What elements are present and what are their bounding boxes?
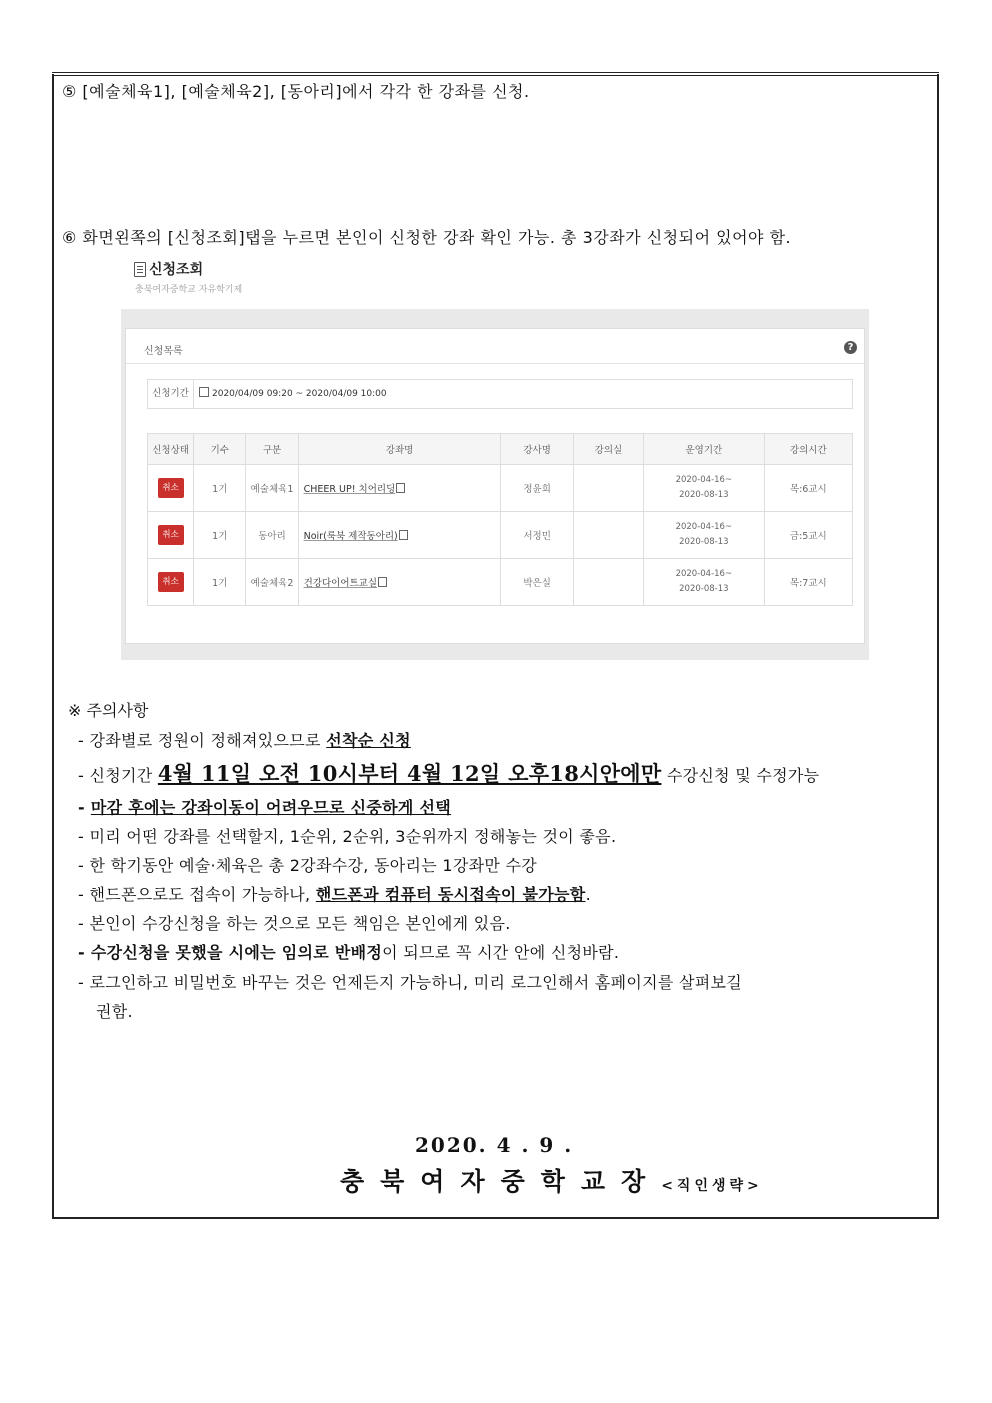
column-header: 강좌명 <box>298 434 501 465</box>
note-8-emphasis: 수강신청을 못했을 시에는 임의로 반배정 <box>90 943 383 962</box>
help-icon[interactable]: ? <box>844 341 857 354</box>
note-8-suffix: 이 되므로 꼭 시간 안에 신청바람. <box>382 943 620 962</box>
status-cell <box>148 512 194 559</box>
category-cell: 동아리 <box>246 512 298 559</box>
step6-text: ⑥ 화면왼쪽의 [신청조회]탭을 누르면 본인이 신청한 강좌 확인 가능. 총 3강좌가 신청되어 있어야 함. <box>62 228 792 247</box>
step5-text: ⑤ [예술체육1], [예술체육2], [동아리]에서 각각 한 강좌를 신청. <box>62 82 530 101</box>
external-link-icon <box>396 483 405 493</box>
term-cell: 1기 <box>194 559 246 606</box>
period-end: 2020-08-13 <box>679 584 729 594</box>
course-link[interactable]: CHEER UP! 치어리딩 <box>303 484 396 495</box>
note-9: - 로그인하고 비밀번호 바꾸는 것은 언제든지 가능하니, 미리 로그인해서 홈페이지를 살펴보길 <box>78 973 743 992</box>
application-list-panel <box>125 328 865 644</box>
note-2 <box>78 758 819 788</box>
column-header: 구분 <box>246 434 298 465</box>
period-end: 2020-08-13 <box>679 537 729 547</box>
note-7: - 본인이 수강신청을 하는 것으로 모든 책임은 본인에게 있음. <box>78 914 511 933</box>
external-link-icon <box>399 530 408 540</box>
note-4: - 미리 어떤 강좌를 선택할지, 1순위, 2순위, 3순위까지 정해놓는 것이 좋음. <box>78 827 617 846</box>
room-cell <box>573 559 643 606</box>
note-9-continued: 권함. <box>96 1002 133 1021</box>
course-link[interactable]: Noir(룩북 제작동아리) <box>303 531 398 542</box>
period-cell <box>644 559 765 606</box>
cancel-button[interactable]: 취소 <box>158 478 184 498</box>
screenshot-title: 신청조회 <box>149 262 204 278</box>
column-header: 강사명 <box>501 434 573 465</box>
period-start: 2020-04-16~ <box>675 522 733 532</box>
column-header: 신청상태 <box>148 434 194 465</box>
course-link[interactable]: 건강다이어트교실 <box>303 578 378 589</box>
panel-title: 신청목록 <box>144 346 183 357</box>
cancel-button[interactable]: 취소 <box>158 525 184 545</box>
note-6-text: - 핸드폰으로도 접속이 가능하나, <box>78 885 316 904</box>
top-rule <box>52 72 939 73</box>
teacher-cell: 서정민 <box>501 512 573 559</box>
status-cell <box>148 465 194 512</box>
school-principal-line <box>340 1162 763 1198</box>
school-name: 충북여자중학교장 <box>340 1167 662 1196</box>
note-3-emphasis: 마감 후에는 강좌이동이 어려우므로 신중하게 선택 <box>90 798 452 817</box>
screenshot-header <box>121 254 869 309</box>
room-cell <box>573 465 643 512</box>
period-start: 2020-04-16~ <box>675 569 733 579</box>
note-2-text: - 신청기간 <box>78 766 158 785</box>
term-cell: 1기 <box>194 465 246 512</box>
note-8 <box>78 940 619 963</box>
note-6-emphasis: 핸드폰과 컴퓨터 동시접속이 불가능함 <box>315 885 586 904</box>
screenshot-body <box>121 309 869 660</box>
cancel-button[interactable]: 취소 <box>158 572 184 592</box>
period-start: 2020-04-16~ <box>675 475 733 485</box>
table-row <box>148 465 853 512</box>
room-cell <box>573 512 643 559</box>
time-cell: 금:5교시 <box>764 512 852 559</box>
category-cell: 예술체육2 <box>246 559 298 606</box>
teacher-cell: 정윤희 <box>501 465 573 512</box>
teacher-cell: 박은실 <box>501 559 573 606</box>
table-row <box>148 512 853 559</box>
panel-divider <box>126 363 864 364</box>
period-value: 2020/04/09 09:20 ~ 2020/04/09 10:00 <box>212 389 387 399</box>
column-header: 운영기간 <box>644 434 765 465</box>
notes-heading: ※ 주의사항 <box>68 701 149 720</box>
period-cell <box>644 465 765 512</box>
course-cell <box>298 465 501 512</box>
screenshot-subtitle: 충북여자중학교 자유학기제 <box>135 285 243 295</box>
external-link-icon <box>378 577 387 587</box>
document-date: 2020. 4 . 9 . <box>415 1133 574 1157</box>
note-6-suffix: . <box>585 885 591 904</box>
time-cell: 목:6교시 <box>764 465 852 512</box>
application-table <box>147 433 853 606</box>
document-icon <box>134 262 146 277</box>
course-cell <box>298 559 501 606</box>
note-1-emphasis: 선착순 신청 <box>326 731 411 750</box>
note-8-dash: - <box>78 943 91 962</box>
application-screenshot <box>121 254 869 660</box>
course-cell <box>298 512 501 559</box>
period-label: 신청기간 <box>148 380 194 408</box>
note-6 <box>78 882 591 905</box>
table-row <box>148 559 853 606</box>
column-header: 기수 <box>194 434 246 465</box>
note-1-text: - 강좌별로 정원이 정해져있으므로 <box>78 731 327 750</box>
note-2-suffix: 수강신청 및 수정가능 <box>661 766 820 785</box>
note-3 <box>78 795 451 818</box>
period-end: 2020-08-13 <box>679 490 729 500</box>
category-cell: 예술체육1 <box>246 465 298 512</box>
time-cell: 목:7교시 <box>764 559 852 606</box>
application-period <box>147 379 853 409</box>
note-3-dash: - <box>78 798 91 817</box>
note-5: - 한 학기동안 예술·체육은 총 2강좌수강, 동아리는 1강좌만 수강 <box>78 856 538 875</box>
status-cell <box>148 559 194 606</box>
seal-omitted: <직인생략> <box>661 1178 763 1194</box>
table-header-row <box>148 434 853 465</box>
note-1 <box>78 728 411 751</box>
period-cell <box>644 512 765 559</box>
note-2-emphasis: 4월 11일 오전 10시부터 4월 12일 오후18시안에만 <box>157 761 662 786</box>
period-value-wrap <box>199 380 387 408</box>
calendar-icon <box>199 387 209 397</box>
term-cell: 1기 <box>194 512 246 559</box>
column-header: 강의시간 <box>764 434 852 465</box>
column-header: 강의실 <box>573 434 643 465</box>
